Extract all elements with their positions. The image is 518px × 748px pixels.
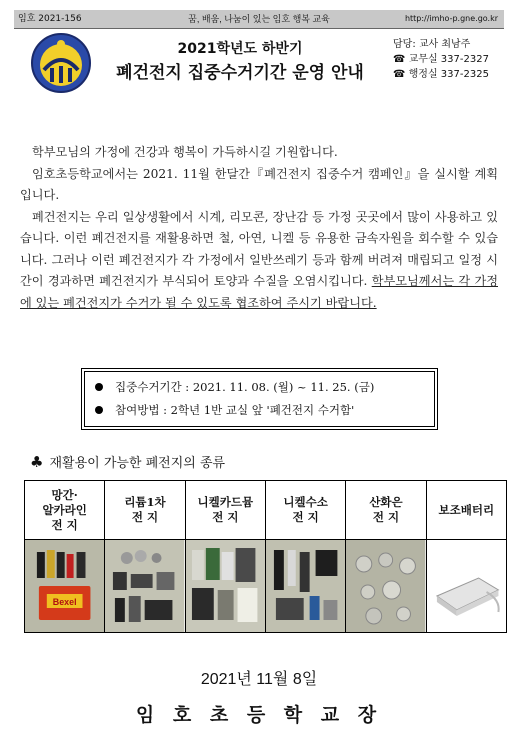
explanation-paragraph <box>20 207 498 315</box>
type-nickel-hydrogen <box>265 481 345 540</box>
silver-oxide-batteries-photo <box>346 540 425 632</box>
participation-method: 참여방법 : 2학년 1반 교실 앞 '폐건전지 수거함' <box>115 403 355 417</box>
lithium-batteries-photo <box>105 540 184 632</box>
alkaline-batteries-photo <box>25 540 104 632</box>
participation-method-row <box>95 402 354 418</box>
table-photo-row <box>25 540 507 633</box>
top-bar <box>14 10 504 29</box>
school-logo <box>30 32 92 94</box>
contact-person: 담당: 교사 최남주 <box>393 39 471 50</box>
info-box <box>84 371 435 427</box>
collection-period: 집중수거기간 : 2021. 11. 08. (월) ~ 11. 25. (금) <box>115 380 375 394</box>
table-header-row <box>25 481 507 540</box>
type-lithium <box>105 481 185 540</box>
photo-silver-oxide <box>346 540 426 633</box>
bullet-icon <box>95 406 103 414</box>
document-number: 임호 2021-156 <box>18 14 82 24</box>
contact-info <box>393 37 489 82</box>
type-label: 니켈수소 <box>283 495 328 509</box>
campaign-paragraph: 임호초등학교에서는 2021. 11월 한달간『폐건전지 집중수거 캠페인』을 실시할 계획입니다. <box>20 166 498 202</box>
type-label: 전 지 <box>292 510 319 524</box>
school-url: http://imho-p.gne.go.kr <box>404 14 498 23</box>
type-silver-oxide <box>346 481 426 540</box>
nickel-cadmium-batteries-photo <box>186 540 265 632</box>
bexel-label: Bexel <box>52 596 77 608</box>
title-subtitle: 2021학년도 하반기 <box>177 41 303 57</box>
contact-admin-phone: ☎ 행정실 337-2325 <box>393 69 489 80</box>
photo-nickel-hydrogen <box>265 540 345 633</box>
type-manganese-alkaline <box>25 481 105 540</box>
type-power-bank <box>426 481 506 540</box>
explanation-text: 폐건전지는 우리 일상생활에서 시계, 리모콘, 장난감 등 가정 곳곳에서 많이 사용하고 있습니다. 이런 폐건전지를 재활용하면 철, 아연, 니켈 등 유용한 금속자원을 회수할 수 있습니다. 그러나 이런 폐건전지가 각 가정에서 일반쓰레기 등과 함께 버려져 매립되고 일정 시간이 경과하면 폐건전지가 부식되어 토양과 수질을 오염시킵니다. <box>20 209 498 288</box>
collection-period-row <box>95 379 374 395</box>
type-nickel-cadmium <box>185 481 265 540</box>
request-text: 학부모님께서는 각 가정에 있는 폐건전지가 수거가 될 수 있도록 협조하여 주시기 바랍니다. <box>20 274 498 310</box>
club-suit-icon: ♣ <box>30 452 44 471</box>
battery-types-heading <box>30 452 225 471</box>
type-label: 전 지 <box>131 510 159 524</box>
type-label: 리튬1차 <box>124 495 166 509</box>
battery-types-table <box>24 480 507 633</box>
issue-date: 2021년 11월 8일 <box>200 671 318 688</box>
letter-body <box>20 142 498 314</box>
bullet-icon <box>95 383 103 391</box>
nickel-hydrogen-batteries-photo <box>266 540 345 632</box>
type-label: 전 지 <box>51 517 78 532</box>
principal-signature: 임 호 초 등 학 교 장 <box>135 704 383 726</box>
photo-nickel-cadmium <box>185 540 265 633</box>
type-label: 망간· <box>51 487 78 502</box>
school-motto: 꿈, 배움, 나눔이 있는 임호 행복 교육 <box>188 14 330 24</box>
type-label: 보조배터리 <box>438 502 495 517</box>
section-title: 재활용이 가능한 폐전지의 종류 <box>49 456 226 471</box>
type-label: 전 지 <box>372 510 400 524</box>
photo-power-bank <box>426 540 506 633</box>
photo-lithium <box>105 540 185 633</box>
greeting-paragraph: 학부모님의 가정에 건강과 행복이 가득하시길 기원합니다. <box>32 145 338 159</box>
type-label: 산화은 <box>369 495 403 509</box>
type-label: 전 지 <box>212 510 239 524</box>
type-label: 니켈카드뮴 <box>197 495 254 509</box>
photo-manganese-alkaline <box>25 540 105 633</box>
contact-office-phone: ☎ 교무실 337-2327 <box>393 54 489 65</box>
type-label: 알카라인 <box>42 502 87 517</box>
page-title: 폐건전지 집중수거기간 운영 안내 <box>116 63 364 83</box>
power-bank-photo <box>427 540 506 632</box>
